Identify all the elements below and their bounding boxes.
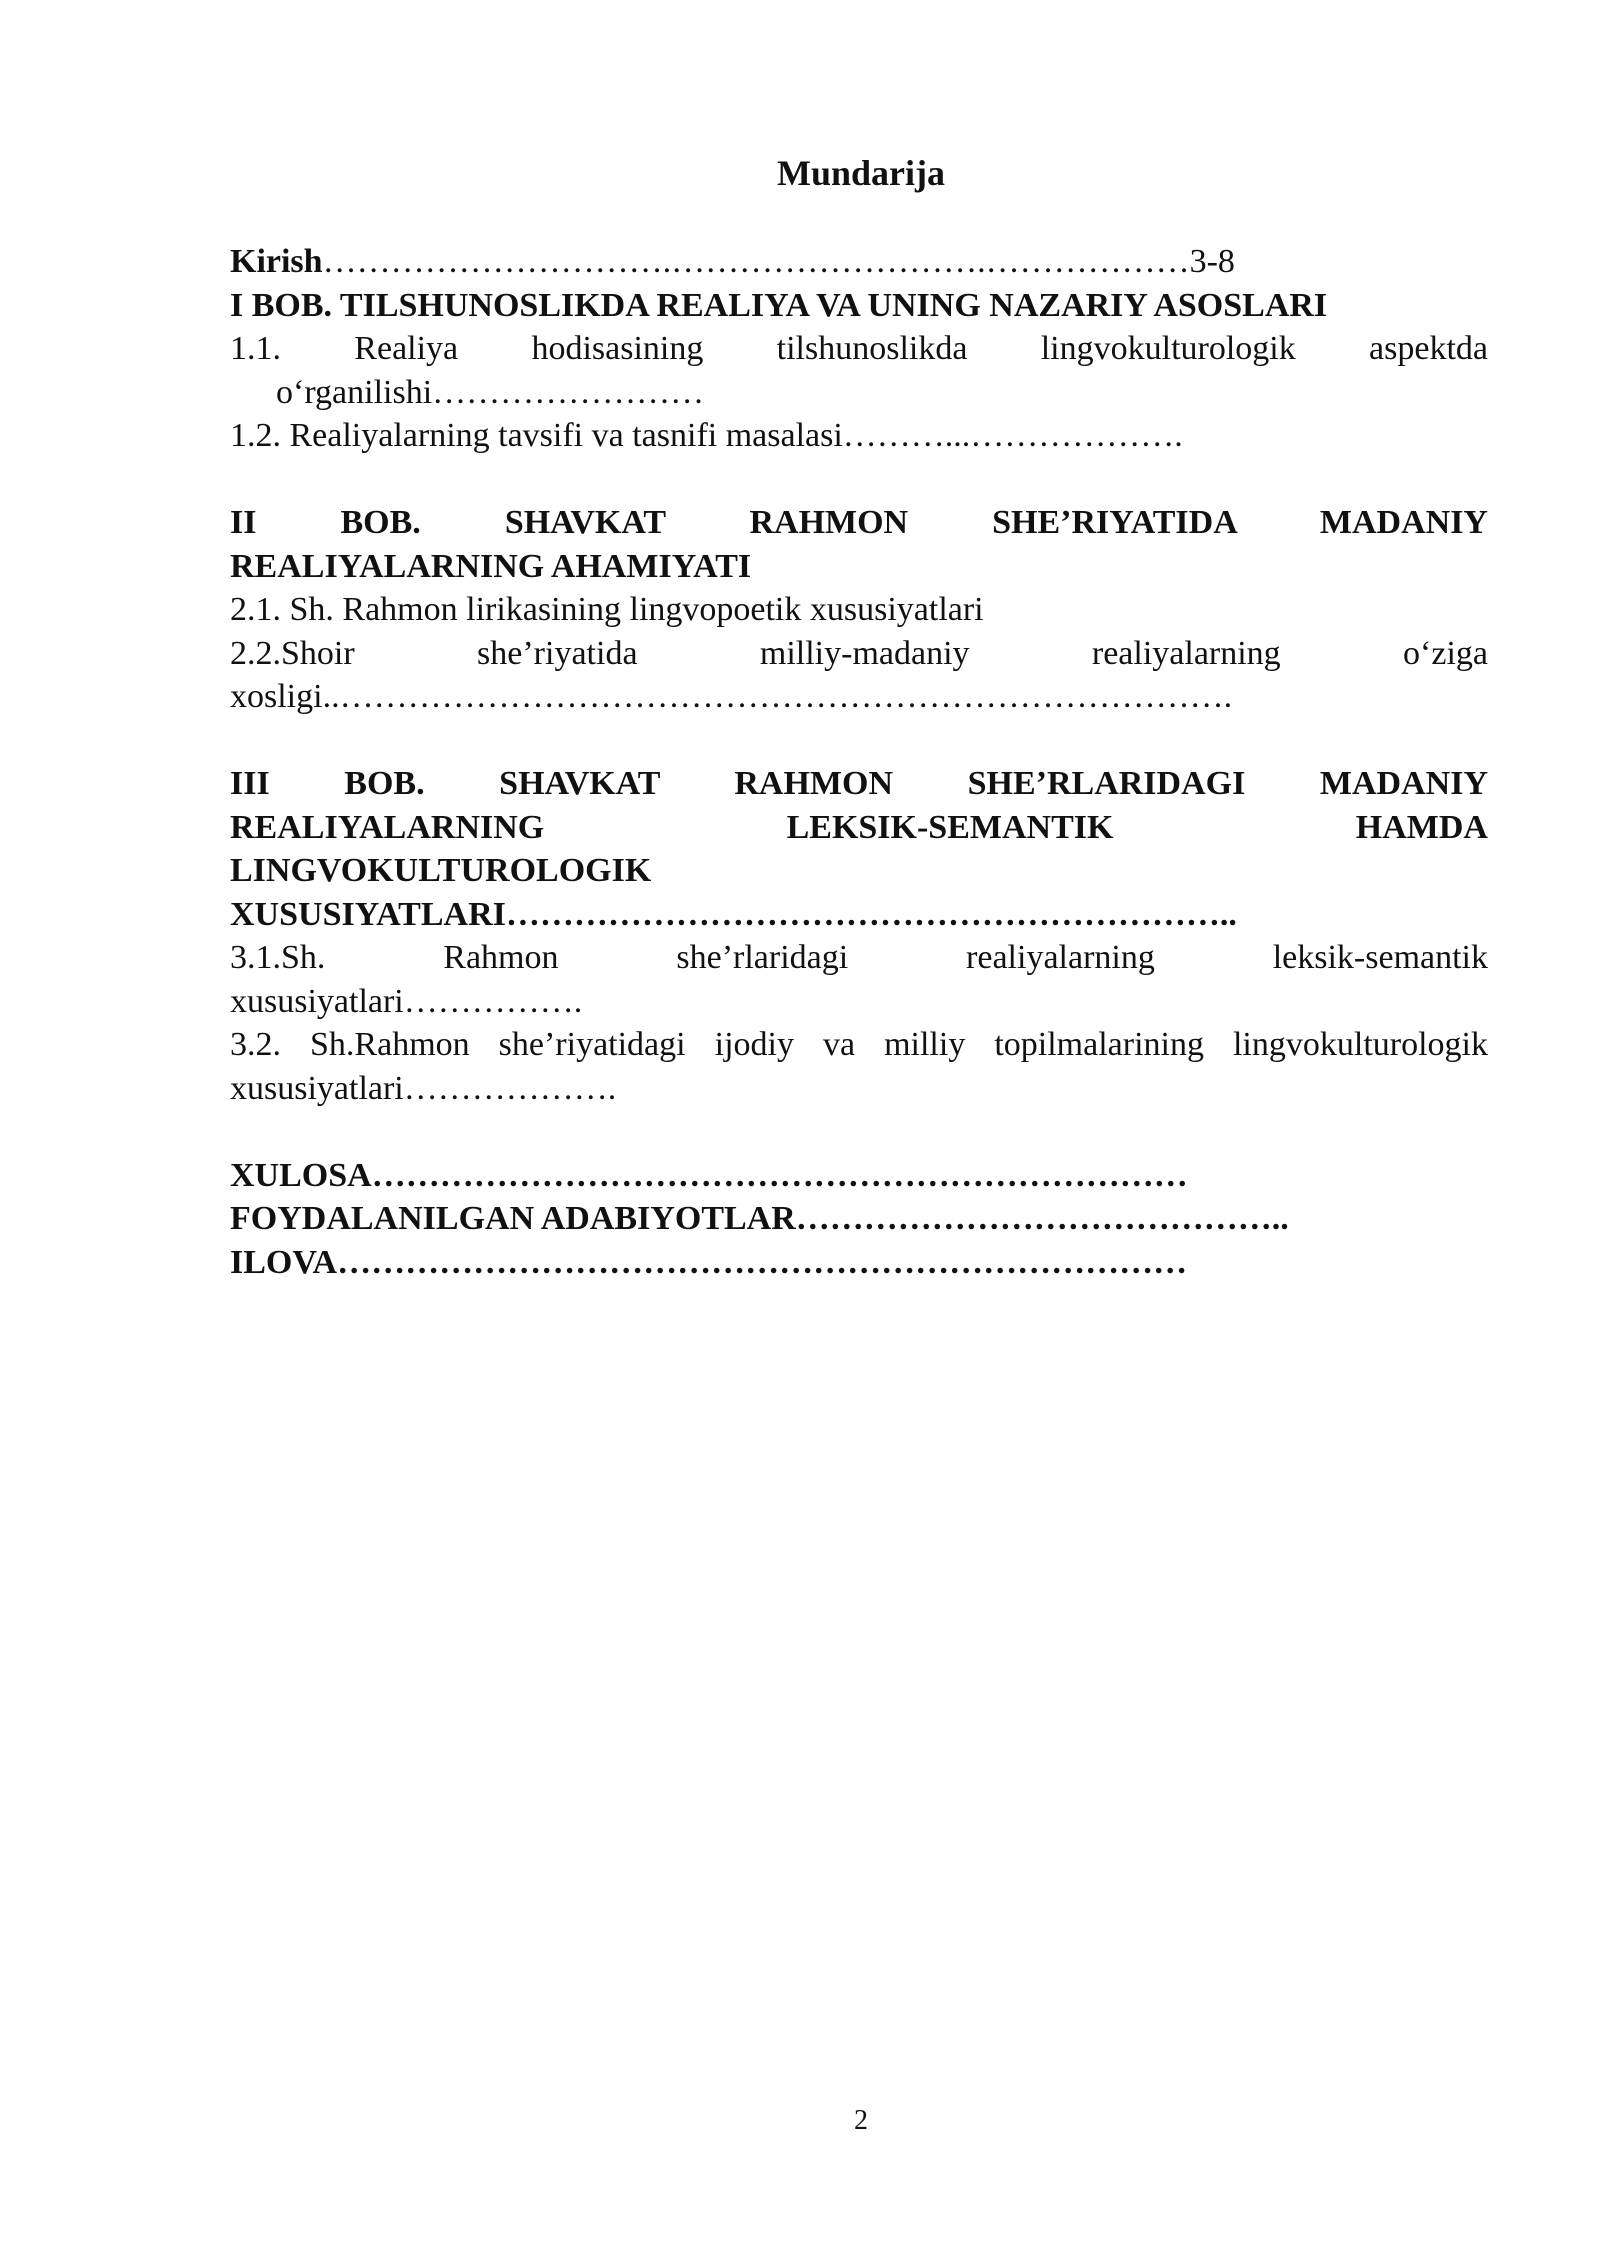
toc-section-1-2[interactable]: 1.2. Realiyalarning tavsifi va tasnifi masalasi………...………………. [230,417,1183,454]
spacer [230,458,1488,502]
toc-chapter-2-title-line2[interactable]: REALIYALARNING AHAMIYATI [230,547,752,585]
toc-chapter-3-title-line3[interactable]: LINGVOKULTUROLOGIK [230,852,652,889]
toc-chapter-2-title-line1[interactable]: II BOB. SHAVKAT RAHMON SHE’RIYATIDA MADANIY [230,504,1488,541]
toc-chapter-3-title-line2[interactable]: REALIYALARNING LEKSIK-SEMANTIK HAMDA [230,808,1488,846]
toc-section-3-1-line2[interactable]: xususiyatlari……………. [230,982,583,1020]
toc-section-1-1-line2[interactable]: o‘rganilishi…………………… [276,373,705,411]
table-of-contents [230,240,1488,1284]
toc-chapter-1-title[interactable]: I BOB. TILSHUNOSLIKDA REALIYA VA UNING NAZARIY ASOSLARI [230,286,1328,324]
spacer [230,1110,1488,1154]
toc-section-2-2-line1[interactable]: 2.2.Shoir she’riyatida milliy-madaniy realiyalarning o‘ziga [230,634,1488,672]
page-number: 2 [854,2105,868,2136]
toc-entry-intro[interactable] [230,240,1488,284]
toc-references[interactable]: FOYDALANILGAN ADABIYOTLAR…………………………………….. [230,1200,1289,1237]
toc-intro-page: 3-8 [1189,243,1235,280]
toc-intro-label: Kirish [230,243,323,280]
toc-section-3-1-line1[interactable]: 3.1.Sh. Rahmon she’rlaridagi realiyalarning leksik-semantik [230,939,1488,976]
toc-section-2-2-line2[interactable]: xosligi..……………………………………………………………………. [230,678,1233,715]
toc-intro-leader: ………………………….……………………….……………… [322,243,1190,280]
toc-chapter-3-title-line4[interactable]: XUSUSIYATLARI……………………………………………………….. [230,895,1237,933]
spacer [230,719,1488,763]
toc-appendix[interactable]: ILOVA………………………………………………………………… [230,1243,1188,1281]
toc-section-2-1[interactable]: 2.1. Sh. Rahmon lirikasining lingvopoetik xususiyatlari [230,591,984,628]
toc-section-3-2-line2[interactable]: xususiyatlari………………. [230,1069,617,1107]
toc-section-1-1-line1[interactable]: 1.1. Realiya hodisasining tilshunoslikda lingvokulturologik aspektda [230,330,1488,367]
toc-chapter-3-title-line1[interactable]: III BOB. SHAVKAT RAHMON SHE’RLARIDAGI MADANIY [230,765,1488,802]
toc-section-3-2-line1[interactable]: 3.2. Sh.Rahmon she’riyatidagi ijodiy va milliy topilmalarining lingvokulturologik [230,1026,1488,1063]
page-title: Mundarija [776,153,945,193]
toc-conclusion[interactable]: XULOSA……………………………………………………………… [230,1156,1188,1194]
